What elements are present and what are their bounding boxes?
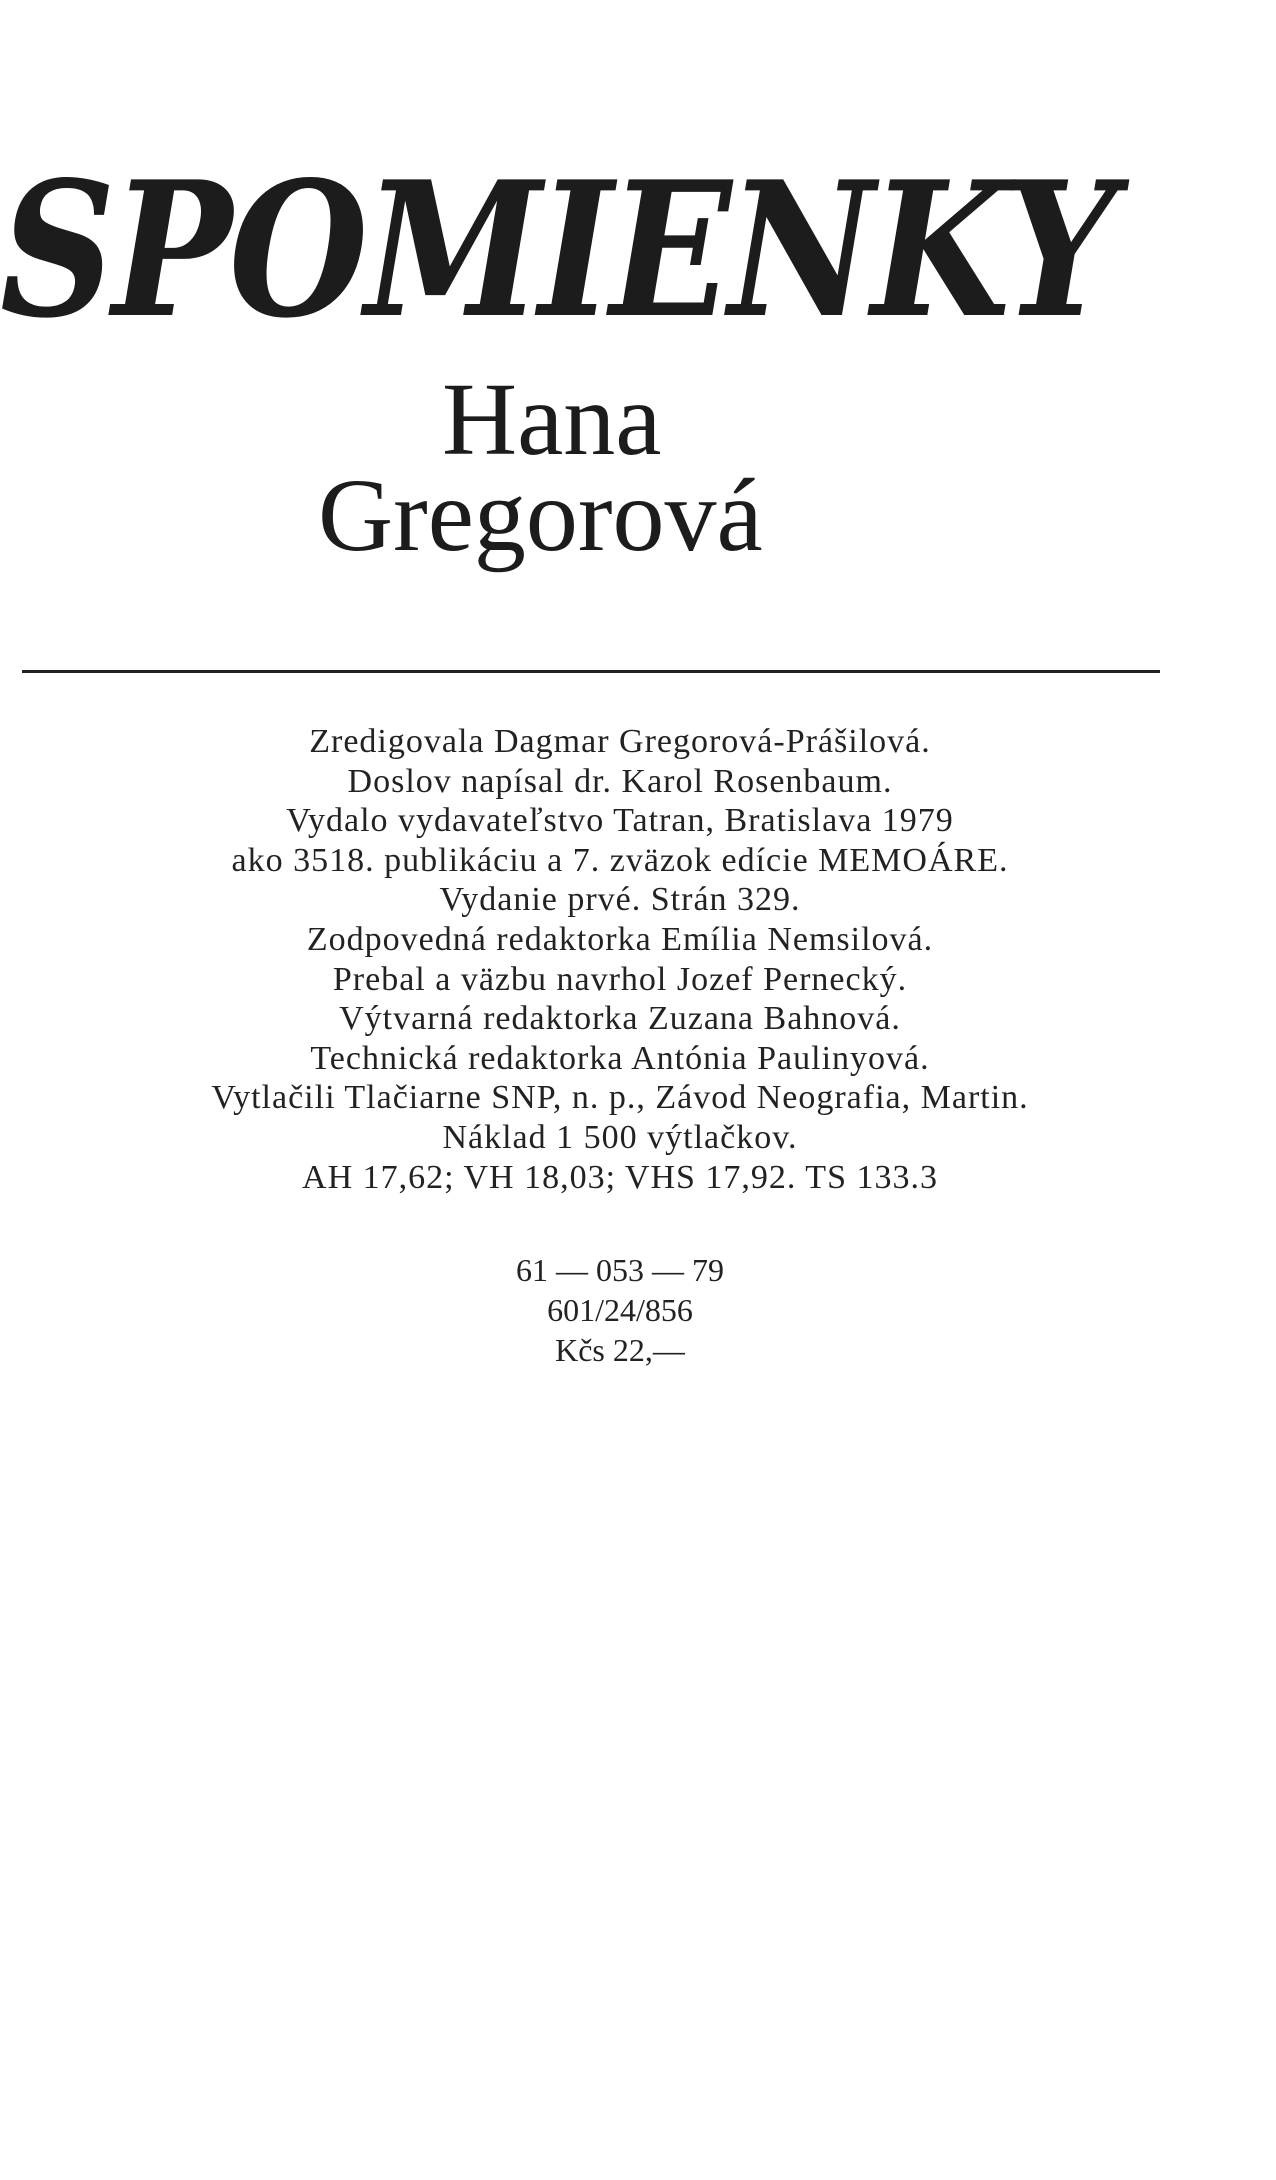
author-name (318, 362, 878, 573)
imprint-line: Náklad 1 500 výtlačkov. (442, 1118, 798, 1156)
author-last-name: Gregorová (318, 458, 763, 573)
imprint-block (80, 722, 1160, 1197)
catalog-code: 601/24/856 (547, 1292, 693, 1328)
horizontal-rule (22, 670, 1160, 673)
imprint-line: Zredigovala Dagmar Gregorová-Prášilová. (309, 723, 931, 760)
imprint-line: Prebal a väzbu navrhol Jozef Pernecký. (332, 960, 908, 998)
imprint-line: ako 3518. publikáciu a 7. zväzok edície MEMOÁRE. (231, 841, 1009, 879)
catalog-code: 61 — 053 — 79 (516, 1252, 724, 1288)
imprint-line: Doslov napísal dr. Karol Rosenbaum. (347, 762, 893, 800)
imprint-line: Vytlačili Tlačiarne SNP, n. p., Závod Neografia, Martin. (211, 1079, 1029, 1117)
imprint-line: Technická redaktorka Antónia Paulinyová. (310, 1039, 930, 1077)
imprint-line: Zodpovedná redaktorka Emília Nemsilová. (306, 920, 934, 958)
book-title: SPOMIENKY (0, 140, 1114, 359)
imprint-line: Vydalo vydavateľstvo Tatran, Bratislava 1979 (286, 802, 954, 840)
author-first-name: Hana (442, 362, 662, 477)
imprint-line: Vydanie prvé. Strán 329. (439, 881, 801, 919)
price: Kčs 22,— (555, 1332, 685, 1368)
imprint-line: Výtvarná redaktorka Zuzana Bahnová. (339, 1000, 901, 1038)
catalog-codes (380, 1250, 860, 1370)
imprint-line: AH 17,62; VH 18,03; VHS 17,92. TS 133.3 (302, 1158, 938, 1196)
